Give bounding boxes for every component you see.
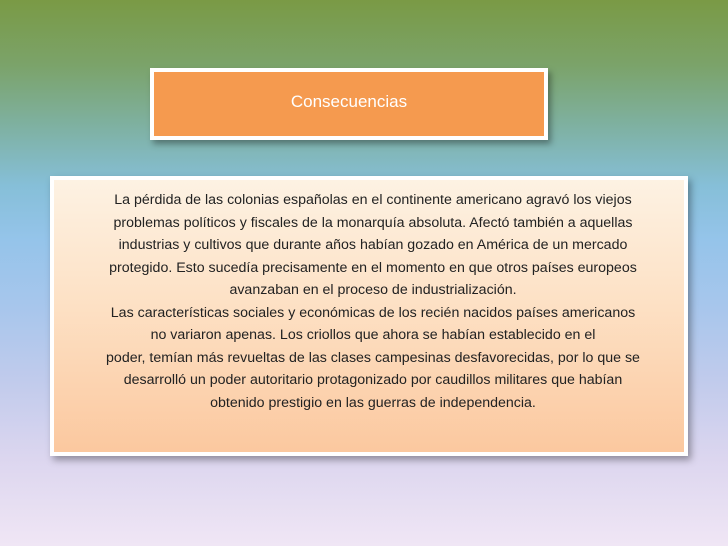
text-line: Las características sociales y económicas de los recién nacidos países americanos [110,304,636,321]
text-line: no variaron apenas. Los criollos que ahora se habían establecido en el [150,327,596,343]
text-line: problemas políticos y fiscales de la monarquía absoluta. Afectó también a aquellas [113,214,633,231]
content-text [56,189,690,414]
text-line: protegido. Esto sucedía precisamente en el momento en que otros países europeos [109,259,637,276]
slide-title: Consecuencias [290,92,408,111]
text-line: desarrolló un poder autoritario protagonizado por caudillos militares que habían [123,372,623,388]
content-box [50,176,688,456]
text-line: avanzaban en el proceso de industrialización. [229,282,517,298]
text-line: poder, temían más revueltas de las clases campesinas desfavorecidas, por lo que se [106,349,640,366]
title-box [150,68,548,140]
text-line: obtenido prestigio en las guerras de independencia. [210,394,536,411]
text-line: industrias y cultivos que durante años habían gozado en América de un mercado [118,237,628,253]
text-line: La pérdida de las colonias españolas en el continente americano agravó los viejos [114,192,632,208]
